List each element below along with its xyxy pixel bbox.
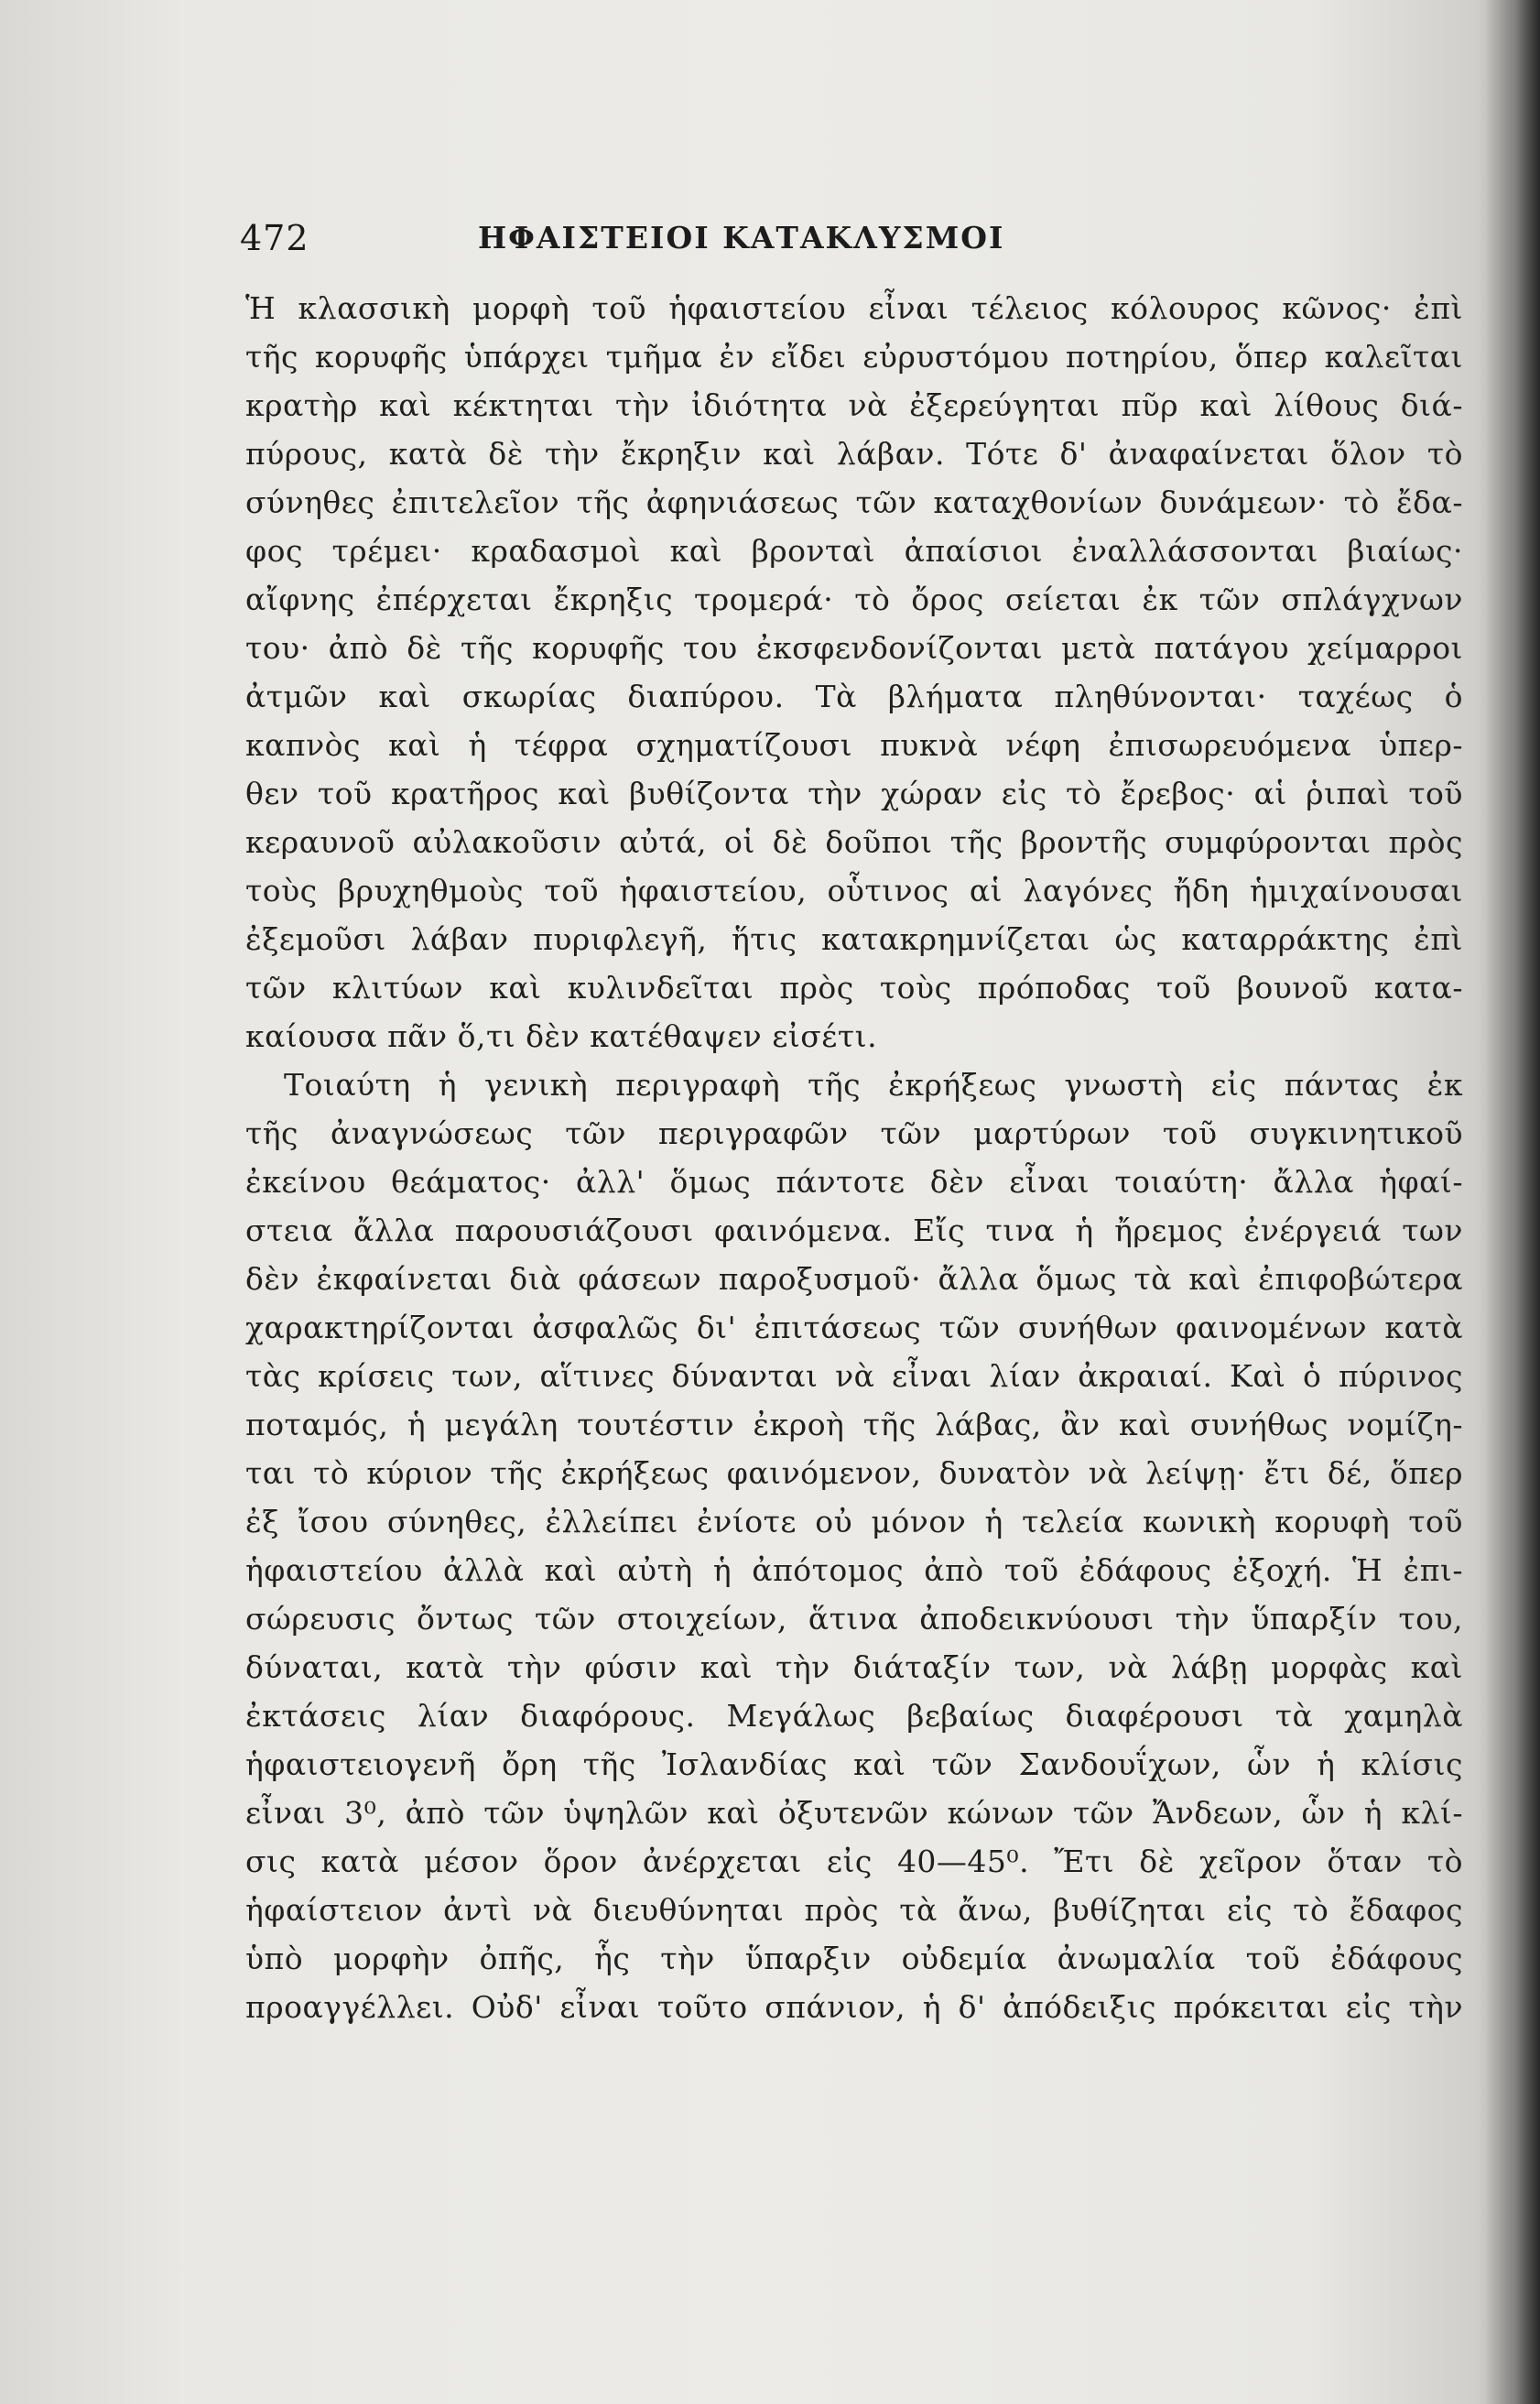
text-line: σις κατὰ μέσον ὅρον ἀνέρχεται εἰς 40—45⁰. Ἔτι δὲ χεῖρον ὅταν τὸ bbox=[245, 1844, 1463, 1879]
text-line: τοὺς βρυχηθμοὺς τοῦ ἡφαιστείου, οὗτινος αἱ λαγόνες ἤδη ἡμιχαίνουσαι bbox=[245, 873, 1463, 908]
text-line: Τοιαύτη ἡ γενικὴ περιγραφὴ τῆς ἐκρήξεως γνωστὴ εἰς πάντας ἐκ bbox=[284, 1067, 1463, 1103]
text-line: ποταμός, ἡ μεγάλη τουτέστιν ἐκροὴ τῆς λάβας, ἂν καὶ συνήθως νομίζη- bbox=[245, 1407, 1463, 1442]
text-line: του· ἀπὸ δὲ τῆς κορυφῆς του ἐκσφενδονίζονται μετὰ πατάγου χείμαρροι bbox=[245, 630, 1463, 666]
text-line: ἡφαίστειον ἀντὶ νὰ διευθύνηται πρὸς τὰ ἄνω, βυθίζηται εἰς τὸ ἔδαφος bbox=[245, 1892, 1463, 1928]
page-number: 472 bbox=[240, 218, 309, 258]
text-line: ἐκτάσεις λίαν διαφόρους. Μεγάλως βεβαίως διαφέρουσι τὰ χαμηλὰ bbox=[245, 1698, 1463, 1734]
text-line: ἐξ ἴσου σύνηθες, ἐλλείπει ἐνίοτε οὐ μόνον ἡ τελεία κωνικὴ κορυφὴ τοῦ bbox=[245, 1504, 1463, 1539]
text-line: κεραυνοῦ αὐλακοῦσιν αὐτά, οἱ δὲ δοῦποι τῆς βροντῆς συμφύρονται πρὸς bbox=[245, 824, 1463, 860]
page-header bbox=[240, 218, 1448, 273]
text-line: δύναται, κατὰ τὴν φύσιν καὶ τὴν διάταξίν των, νὰ λάβῃ μορφὰς καὶ bbox=[245, 1649, 1463, 1685]
text-line: ἐξεμοῦσι λάβαν πυριφλεγῆ, ἥτις κατακρημνίζεται ὡς καταρράκτης ἐπὶ bbox=[245, 921, 1463, 957]
text-line: εἶναι 3⁰, ἀπὸ τῶν ὑψηλῶν καὶ ὀξυτενῶν κώνων τῶν Ἄνδεων, ὧν ἡ κλί- bbox=[245, 1795, 1463, 1831]
text-line: ἡφαιστειογενῆ ὄρη τῆς Ἰσλανδίας καὶ τῶν Σανδουΐχων, ὧν ἡ κλίσις bbox=[245, 1746, 1463, 1782]
text-line: καίουσα πᾶν ὅ,τι δὲν κατέθαψεν εἰσέτι. bbox=[245, 1018, 878, 1054]
text-line: χαρακτηρίζονται ἀσφαλῶς δι' ἐπιτάσεως τῶν συνήθων φαινομένων κατὰ bbox=[245, 1310, 1463, 1345]
text-line: θεν τοῦ κρατῆρος καὶ βυθίζοντα τὴν χώραν εἰς τὸ ἔρεβος· αἱ ῥιπαὶ τοῦ bbox=[245, 776, 1463, 811]
text-line: ται τὸ κύριον τῆς ἐκρήξεως φαινόμενον, δυνατὸν νὰ λείψῃ· ἔτι δέ, ὅπερ bbox=[245, 1455, 1463, 1491]
text-line: προαγγέλλει. Οὐδ' εἶναι τοῦτο σπάνιον, ἡ δ' ἀπόδειξις πρόκειται εἰς τὴν bbox=[245, 1989, 1463, 2025]
text-line: τῶν κλιτύων καὶ κυλινδεῖται πρὸς τοὺς πρόποδας τοῦ βουνοῦ κατα- bbox=[245, 970, 1463, 1006]
text-line: τῆς ἀναγνώσεως τῶν περιγραφῶν τῶν μαρτύρων τοῦ συγκινητικοῦ bbox=[245, 1115, 1463, 1151]
text-line: ἡφαιστείου ἀλλὰ καὶ αὐτὴ ἡ ἀπότομος ἀπὸ τοῦ ἐδάφους ἐξοχή. Ἡ ἐπι- bbox=[245, 1552, 1463, 1588]
text-line: τὰς κρίσεις των, αἵτινες δύνανται νὰ εἶναι λίαν ἀκραιαί. Καὶ ὁ πύρινος bbox=[245, 1358, 1463, 1394]
text-line: ὑπὸ μορφὴν ὀπῆς, ἧς τὴν ὕπαρξιν οὐδεμία ἀνωμαλία τοῦ ἐδάφους bbox=[245, 1941, 1463, 1976]
text-line: Ἡ κλασσικὴ μορφὴ τοῦ ἡφαιστείου εἶναι τέλειος κόλουρος κῶνος· ἐπὶ bbox=[245, 290, 1463, 326]
text-line: κρατὴρ καὶ κέκτηται τὴν ἰδιότητα νὰ ἐξερεύγηται πῦρ καὶ λίθους διά- bbox=[245, 387, 1463, 423]
text-line: τῆς κορυφῆς ὑπάρχει τμῆμα ἐν εἴδει εὐρυστόμου ποτηρίου, ὅπερ καλεῖται bbox=[245, 339, 1463, 375]
text-line: σώρευσις ὄντως τῶν στοιχείων, ἅτινα ἀποδεικνύουσι τὴν ὕπαρξίν του, bbox=[245, 1601, 1463, 1637]
text-line: δὲν ἐκφαίνεται διὰ φάσεων παροξυσμοῦ· ἄλλα ὅμως τὰ καὶ ἐπιφοβώτερα bbox=[245, 1261, 1463, 1297]
text-line: σύνηθες ἐπιτελεῖον τῆς ἀφηνιάσεως τῶν καταχθονίων δυνάμεων· τὸ ἔδα- bbox=[245, 484, 1463, 520]
text-line: φος τρέμει· κραδασμοὶ καὶ βρονταὶ ἀπαίσιοι ἐναλλάσσονται βιαίως· bbox=[245, 533, 1463, 569]
text-line: στεια ἄλλα παρουσιάζουσι φαινόμενα. Εἴς τινα ἡ ἤρεμος ἐνέργειά των bbox=[245, 1213, 1463, 1248]
page-edge-shadow bbox=[1485, 0, 1540, 2404]
text-line: ἐκείνου θεάματος· ἀλλ' ὅμως πάντοτε δὲν εἶναι τοιαύτη· ἄλλα ἡφαί- bbox=[245, 1164, 1463, 1200]
text-line: καπνὸς καὶ ἡ τέφρα σχηματίζουσι πυκνὰ νέφη ἐπισωρευόμενα ὑπερ- bbox=[245, 727, 1463, 763]
text-line: αἴφνης ἐπέρχεται ἔκρηξις τρομερά· τὸ ὄρος σείεται ἐκ τῶν σπλάγχνων bbox=[245, 582, 1463, 617]
running-title: ΗΦΑΙΣΤΕΙΟΙ ΚΑΤΑΚΛΥΣΜΟΙ bbox=[478, 220, 1005, 256]
text-line: πύρους, κατὰ δὲ τὴν ἔκρηξιν καὶ λάβαν. Τότε δ' ἀναφαίνεται ὅλον τὸ bbox=[245, 436, 1463, 472]
text-line: ἀτμῶν καὶ σκωρίας διαπύρου. Τὰ βλήματα πληθύνονται· ταχέως ὁ bbox=[245, 679, 1463, 714]
body-text bbox=[245, 284, 1463, 2344]
